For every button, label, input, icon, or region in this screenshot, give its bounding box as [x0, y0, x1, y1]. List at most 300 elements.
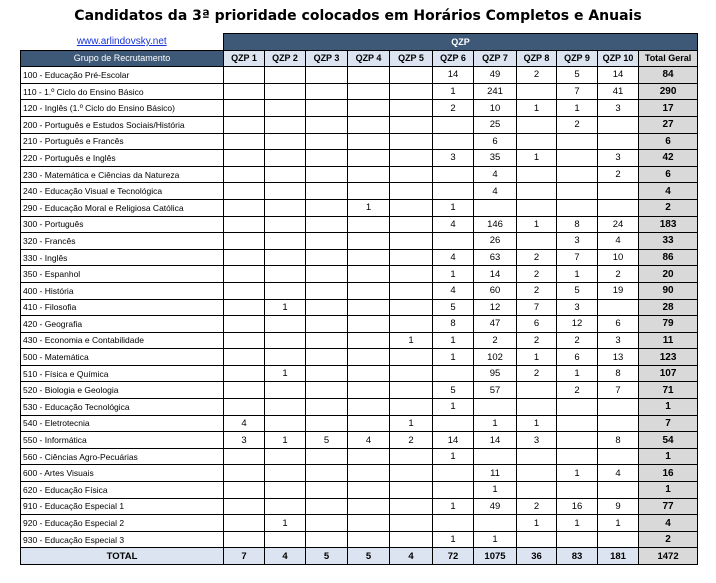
value-cell: [517, 482, 557, 499]
value-cell: [224, 365, 265, 382]
row-total-cell: 4: [639, 183, 698, 200]
value-cell: [390, 448, 433, 465]
value-cell: [224, 515, 265, 532]
value-cell: [390, 316, 433, 333]
value-cell: 6: [557, 349, 598, 366]
value-cell: 6: [474, 133, 517, 150]
totals-row: [21, 548, 698, 565]
value-cell: [348, 183, 390, 200]
value-cell: [306, 448, 348, 465]
value-cell: [224, 399, 265, 416]
value-cell: [348, 150, 390, 167]
value-cell: [474, 448, 517, 465]
value-cell: [306, 415, 348, 432]
row-total-cell: 20: [639, 266, 698, 283]
value-cell: [390, 365, 433, 382]
value-cell: [224, 216, 265, 233]
column-header-qzp-5: QZP 5: [390, 50, 433, 67]
value-cell: 2: [517, 266, 557, 283]
value-cell: 2: [517, 365, 557, 382]
value-cell: [348, 216, 390, 233]
row-total-cell: 71: [639, 382, 698, 399]
value-cell: [390, 150, 433, 167]
value-cell: 5: [306, 432, 348, 449]
value-cell: [517, 531, 557, 548]
table-row: [21, 382, 698, 399]
value-cell: 2: [598, 166, 639, 183]
value-cell: [306, 83, 348, 100]
group-cell: 550 - Informática: [21, 432, 224, 449]
value-cell: [348, 382, 390, 399]
value-cell: 47: [474, 316, 517, 333]
value-cell: 2: [433, 100, 474, 117]
value-cell: 1: [517, 216, 557, 233]
value-cell: [265, 498, 306, 515]
value-cell: 6: [598, 316, 639, 333]
value-cell: [390, 531, 433, 548]
value-cell: [224, 199, 265, 216]
value-cell: 12: [557, 316, 598, 333]
value-cell: 5: [433, 299, 474, 316]
value-cell: 8: [557, 216, 598, 233]
value-cell: 7: [517, 299, 557, 316]
value-cell: 1: [348, 199, 390, 216]
value-cell: 95: [474, 365, 517, 382]
value-cell: [306, 150, 348, 167]
value-cell: [265, 349, 306, 366]
value-cell: [224, 332, 265, 349]
row-total-cell: 1: [639, 448, 698, 465]
value-cell: 2: [390, 432, 433, 449]
value-cell: [390, 133, 433, 150]
table-row: [21, 133, 698, 150]
row-total-cell: 1: [639, 399, 698, 416]
value-cell: 7: [557, 249, 598, 266]
value-cell: [265, 166, 306, 183]
row-total-cell: 4: [639, 515, 698, 532]
value-cell: [265, 382, 306, 399]
value-cell: 1: [433, 349, 474, 366]
value-cell: [224, 299, 265, 316]
value-cell: [433, 183, 474, 200]
value-cell: 9: [598, 498, 639, 515]
value-cell: [224, 100, 265, 117]
value-cell: [224, 448, 265, 465]
value-cell: 12: [474, 299, 517, 316]
group-cell: 200 - Português e Estudos Sociais/História: [21, 116, 224, 133]
table-row: [21, 233, 698, 250]
value-cell: [390, 199, 433, 216]
value-cell: [306, 67, 348, 84]
value-cell: [598, 299, 639, 316]
table-row: [21, 465, 698, 482]
value-cell: [224, 482, 265, 499]
column-total-cell: 36: [517, 548, 557, 565]
group-cell: 300 - Português: [21, 216, 224, 233]
value-cell: [390, 166, 433, 183]
value-cell: 4: [433, 282, 474, 299]
value-cell: [265, 216, 306, 233]
column-total-cell: 1075: [474, 548, 517, 565]
value-cell: [348, 249, 390, 266]
value-cell: 241: [474, 83, 517, 100]
value-cell: [390, 83, 433, 100]
value-cell: [306, 100, 348, 117]
value-cell: 1: [433, 332, 474, 349]
value-cell: 1: [265, 299, 306, 316]
value-cell: [517, 233, 557, 250]
value-cell: [517, 399, 557, 416]
value-cell: [306, 133, 348, 150]
group-cell: 210 - Português e Francês: [21, 133, 224, 150]
value-cell: 49: [474, 67, 517, 84]
value-cell: 1: [517, 349, 557, 366]
column-header-total: Total Geral: [639, 50, 698, 67]
value-cell: [557, 199, 598, 216]
value-cell: 41: [598, 83, 639, 100]
value-cell: 4: [433, 249, 474, 266]
value-cell: 2: [557, 332, 598, 349]
value-cell: [265, 183, 306, 200]
group-column-header: Grupo de Recrutamento: [21, 50, 224, 67]
value-cell: [598, 482, 639, 499]
value-cell: [598, 448, 639, 465]
value-cell: [348, 531, 390, 548]
value-cell: [265, 448, 306, 465]
row-total-cell: 183: [639, 216, 698, 233]
value-cell: 1: [474, 531, 517, 548]
value-cell: 3: [598, 150, 639, 167]
value-cell: 1: [265, 432, 306, 449]
column-total-cell: 5: [306, 548, 348, 565]
value-cell: [224, 349, 265, 366]
value-cell: 1: [557, 100, 598, 117]
table-row: [21, 498, 698, 515]
value-cell: [306, 183, 348, 200]
value-cell: [224, 150, 265, 167]
value-cell: 2: [557, 382, 598, 399]
table-row: [21, 399, 698, 416]
value-cell: [390, 282, 433, 299]
value-cell: [224, 133, 265, 150]
value-cell: 16: [557, 498, 598, 515]
value-cell: [306, 515, 348, 532]
value-cell: 13: [598, 349, 639, 366]
value-cell: 1: [265, 515, 306, 532]
value-cell: [517, 83, 557, 100]
table-row: [21, 299, 698, 316]
value-cell: [306, 199, 348, 216]
value-cell: [390, 382, 433, 399]
value-cell: 4: [474, 183, 517, 200]
table-row: [21, 365, 698, 382]
value-cell: [265, 133, 306, 150]
value-cell: [390, 399, 433, 416]
value-cell: [433, 365, 474, 382]
row-total-cell: 33: [639, 233, 698, 250]
value-cell: [390, 233, 433, 250]
value-cell: [598, 531, 639, 548]
value-cell: 8: [433, 316, 474, 333]
table-row: [21, 199, 698, 216]
value-cell: [557, 432, 598, 449]
column-header-qzp-8: QZP 8: [517, 50, 557, 67]
group-cell: 520 - Biologia e Geologia: [21, 382, 224, 399]
group-cell: 930 - Educação Especial 3: [21, 531, 224, 548]
value-cell: 35: [474, 150, 517, 167]
column-header-qzp-2: QZP 2: [265, 50, 306, 67]
value-cell: [265, 83, 306, 100]
value-cell: 1: [433, 531, 474, 548]
value-cell: 11: [474, 465, 517, 482]
value-cell: 3: [557, 233, 598, 250]
value-cell: 10: [598, 249, 639, 266]
group-cell: 620 - Educação Física: [21, 482, 224, 499]
value-cell: [348, 133, 390, 150]
value-cell: [557, 415, 598, 432]
value-cell: [348, 100, 390, 117]
group-cell: 540 - Eletrotecnia: [21, 415, 224, 432]
value-cell: [390, 249, 433, 266]
value-cell: [348, 365, 390, 382]
value-cell: [348, 316, 390, 333]
column-total-cell: 7: [224, 548, 265, 565]
value-cell: [348, 299, 390, 316]
value-cell: [224, 498, 265, 515]
table-row: [21, 332, 698, 349]
value-cell: [348, 266, 390, 283]
group-cell: 240 - Educação Visual e Tecnológica: [21, 183, 224, 200]
value-cell: 1: [265, 365, 306, 382]
column-total-cell: 72: [433, 548, 474, 565]
value-cell: [598, 199, 639, 216]
column-total-cell: 83: [557, 548, 598, 565]
value-cell: 1: [433, 498, 474, 515]
value-cell: [433, 166, 474, 183]
value-cell: [348, 116, 390, 133]
value-cell: [390, 498, 433, 515]
value-cell: [265, 316, 306, 333]
value-cell: [265, 415, 306, 432]
table-row: [21, 116, 698, 133]
value-cell: [348, 465, 390, 482]
value-cell: 5: [557, 282, 598, 299]
value-cell: [265, 100, 306, 117]
value-cell: [557, 448, 598, 465]
value-cell: 7: [598, 382, 639, 399]
column-total-cell: 4: [390, 548, 433, 565]
value-cell: [598, 133, 639, 150]
value-cell: [348, 83, 390, 100]
value-cell: 6: [517, 316, 557, 333]
value-cell: 1: [390, 415, 433, 432]
value-cell: [265, 332, 306, 349]
value-cell: [390, 100, 433, 117]
value-cell: [265, 233, 306, 250]
value-cell: 102: [474, 349, 517, 366]
value-cell: 7: [557, 83, 598, 100]
value-cell: 8: [598, 432, 639, 449]
value-cell: [390, 216, 433, 233]
value-cell: 14: [433, 432, 474, 449]
row-total-cell: 90: [639, 282, 698, 299]
group-cell: 600 - Artes Visuais: [21, 465, 224, 482]
value-cell: [306, 266, 348, 283]
table-row: [21, 349, 698, 366]
value-cell: 1: [433, 399, 474, 416]
value-cell: 3: [557, 299, 598, 316]
column-header-qzp-3: QZP 3: [306, 50, 348, 67]
value-cell: [390, 266, 433, 283]
value-cell: [306, 531, 348, 548]
value-cell: [598, 399, 639, 416]
value-cell: [557, 150, 598, 167]
value-cell: 3: [598, 100, 639, 117]
value-cell: [557, 399, 598, 416]
value-cell: [265, 150, 306, 167]
value-cell: [265, 249, 306, 266]
value-cell: [306, 399, 348, 416]
row-total-cell: 42: [639, 150, 698, 167]
value-cell: [598, 415, 639, 432]
value-cell: [474, 515, 517, 532]
table-row: [21, 316, 698, 333]
value-cell: 3: [224, 432, 265, 449]
value-cell: [224, 116, 265, 133]
value-cell: [517, 183, 557, 200]
placements-table: [20, 33, 698, 565]
value-cell: 14: [474, 266, 517, 283]
value-cell: [598, 183, 639, 200]
value-cell: [224, 316, 265, 333]
value-cell: [306, 299, 348, 316]
column-header-qzp-1: QZP 1: [224, 50, 265, 67]
table-row: [21, 100, 698, 117]
value-cell: 2: [517, 282, 557, 299]
group-cell: 910 - Educação Especial 1: [21, 498, 224, 515]
value-cell: [306, 233, 348, 250]
group-cell: 230 - Matemática e Ciências da Natureza: [21, 166, 224, 183]
table-row: [21, 183, 698, 200]
group-cell: 330 - Inglês: [21, 249, 224, 266]
value-cell: [306, 332, 348, 349]
group-cell: 120 - Inglês (1.º Ciclo do Ensino Básico): [21, 100, 224, 117]
value-cell: [224, 183, 265, 200]
value-cell: [348, 448, 390, 465]
value-cell: [348, 166, 390, 183]
page-title: Candidatos da 3ª prioridade colocados em Horários Completos e Anuais: [74, 8, 642, 24]
row-total-cell: 7: [639, 415, 698, 432]
value-cell: [306, 249, 348, 266]
row-total-cell: 77: [639, 498, 698, 515]
row-total-cell: 28: [639, 299, 698, 316]
value-cell: [474, 399, 517, 416]
value-cell: 1: [557, 266, 598, 283]
value-cell: [306, 166, 348, 183]
value-cell: 10: [474, 100, 517, 117]
table-row: [21, 432, 698, 449]
value-cell: [265, 116, 306, 133]
value-cell: 4: [433, 216, 474, 233]
value-cell: [224, 465, 265, 482]
group-cell: 430 - Economia e Contabilidade: [21, 332, 224, 349]
value-cell: [224, 83, 265, 100]
value-cell: [433, 415, 474, 432]
value-cell: [348, 515, 390, 532]
value-cell: 57: [474, 382, 517, 399]
value-cell: 1: [390, 332, 433, 349]
value-cell: [517, 465, 557, 482]
value-cell: [390, 299, 433, 316]
row-total-cell: 27: [639, 116, 698, 133]
site-link[interactable]: www.arlindovsky.net: [76, 36, 167, 48]
group-cell: 290 - Educação Moral e Religiosa Católica: [21, 199, 224, 216]
value-cell: [265, 266, 306, 283]
value-cell: [598, 116, 639, 133]
row-total-cell: 6: [639, 166, 698, 183]
value-cell: [557, 531, 598, 548]
group-cell: 420 - Geografia: [21, 316, 224, 333]
row-total-cell: 79: [639, 316, 698, 333]
value-cell: [390, 465, 433, 482]
value-cell: [224, 249, 265, 266]
value-cell: 4: [598, 233, 639, 250]
row-total-cell: 123: [639, 349, 698, 366]
value-cell: 8: [598, 365, 639, 382]
value-cell: [517, 116, 557, 133]
value-cell: 14: [433, 67, 474, 84]
value-cell: 2: [557, 116, 598, 133]
value-cell: 63: [474, 249, 517, 266]
value-cell: [306, 365, 348, 382]
value-cell: 2: [474, 332, 517, 349]
value-cell: [390, 515, 433, 532]
value-cell: 4: [474, 166, 517, 183]
value-cell: [306, 382, 348, 399]
value-cell: 5: [557, 67, 598, 84]
value-cell: [224, 233, 265, 250]
value-cell: [348, 482, 390, 499]
value-cell: [265, 399, 306, 416]
value-cell: [224, 531, 265, 548]
value-cell: 1: [474, 482, 517, 499]
table-row: [21, 150, 698, 167]
group-cell: 400 - História: [21, 282, 224, 299]
row-total-cell: 86: [639, 249, 698, 266]
table-row: [21, 448, 698, 465]
column-total-cell: 181: [598, 548, 639, 565]
value-cell: 1: [557, 465, 598, 482]
value-cell: 1: [433, 199, 474, 216]
row-total-cell: 2: [639, 199, 698, 216]
row-total-cell: 16: [639, 465, 698, 482]
value-cell: [517, 199, 557, 216]
value-cell: 1: [474, 415, 517, 432]
column-header-qzp-6: QZP 6: [433, 50, 474, 67]
value-cell: 4: [598, 465, 639, 482]
value-cell: [306, 482, 348, 499]
value-cell: [433, 116, 474, 133]
value-cell: 49: [474, 498, 517, 515]
row-total-cell: 54: [639, 432, 698, 449]
column-header-qzp-9: QZP 9: [557, 50, 598, 67]
value-cell: 146: [474, 216, 517, 233]
value-cell: [557, 183, 598, 200]
value-cell: [348, 332, 390, 349]
value-cell: [517, 166, 557, 183]
column-header-qzp-7: QZP 7: [474, 50, 517, 67]
value-cell: [433, 233, 474, 250]
